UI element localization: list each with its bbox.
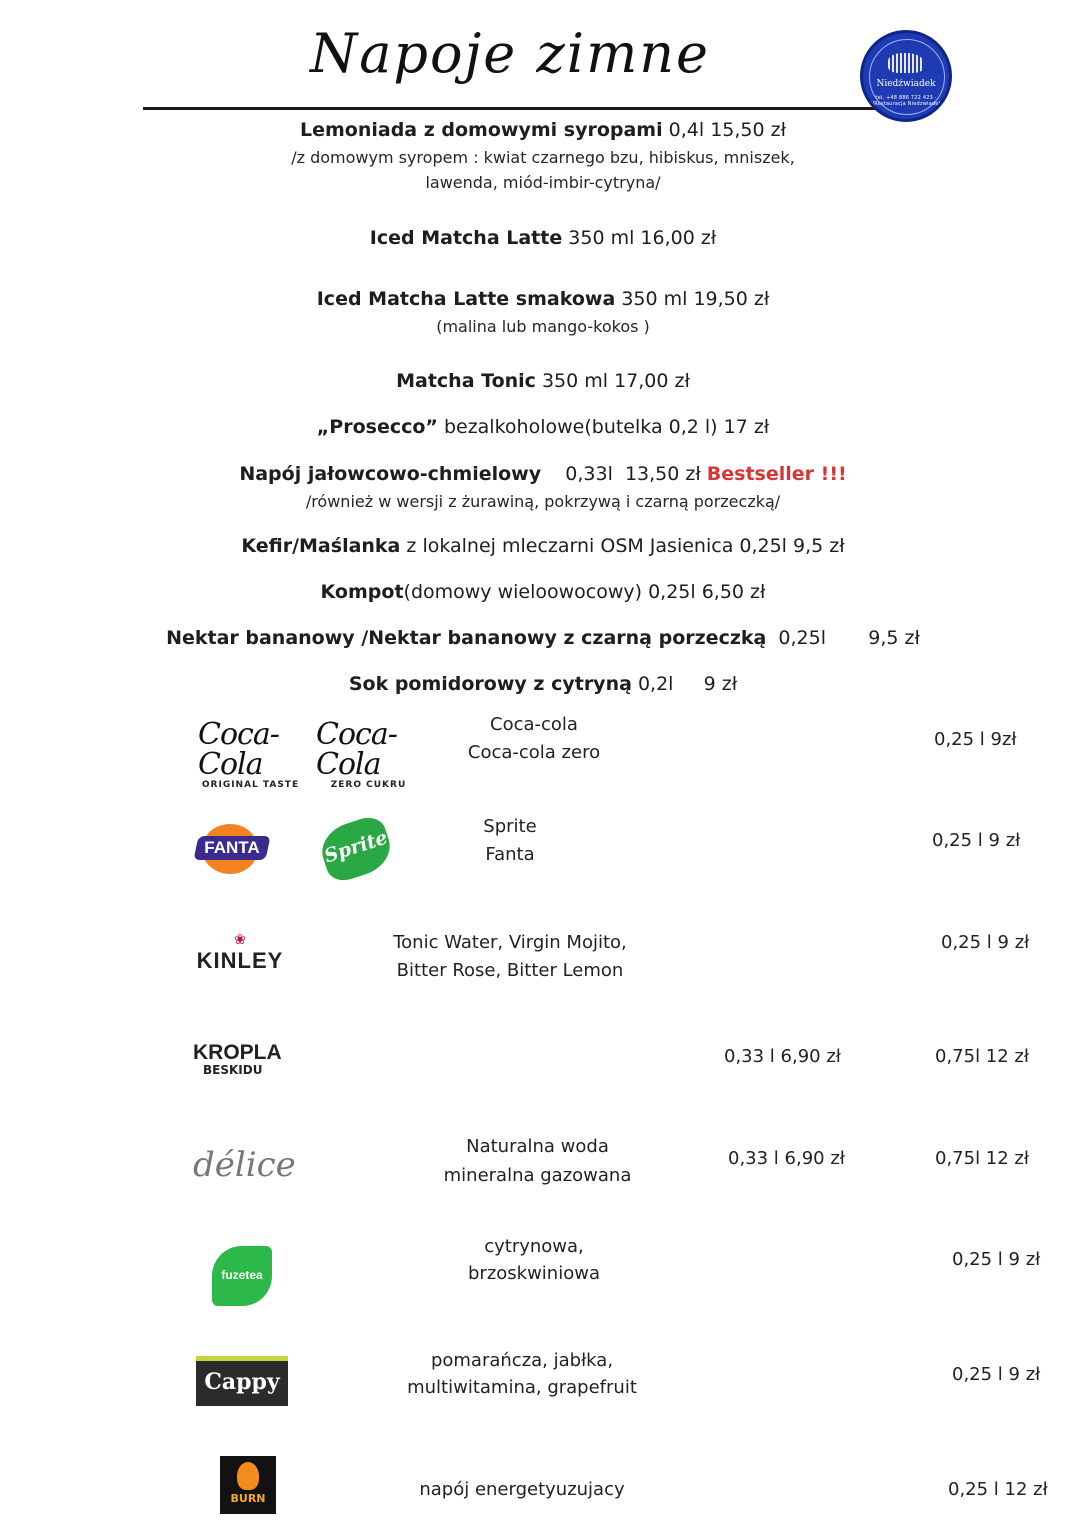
menu-item-iced-matcha [0,225,1086,251]
coca-cola-zero-logo [316,717,421,790]
item-name: Matcha Tonic [396,370,536,392]
product-name: multiwitamina, grapefruit [407,1377,637,1398]
menu-item-prosecco [0,414,1086,440]
item-name: Iced Matcha Latte smakowa [316,288,616,310]
item-name: Sok pomidorowy z cytryną [348,673,632,695]
item-note: lawenda, miód-imbir-cytryna/ [425,173,661,192]
coca-cola-subtitle: ORIGINAL TASTE [201,780,300,790]
menu-item-juniper-drink [0,461,1086,487]
menu-item-kefir [0,533,1086,559]
product-name: Fanta [485,844,535,865]
delice-logo: délice [193,1145,296,1185]
item-name: Iced Matcha Latte [369,227,563,249]
coca-cola-logo [198,717,303,790]
stamp-name: Niedźwiadek [876,79,936,89]
item-detail: 0,33l 13,50 zł [541,463,707,485]
item-note: /z domowym syropem : kwiat czarnego bzu, hibiskus, mniszek, [291,148,795,167]
burn-logo [220,1456,276,1514]
product-name: Coca-cola zero [467,742,601,763]
product-name: Bitter Rose, Bitter Lemon [396,960,624,981]
item-name: Kefir/Maślanka [241,535,401,557]
sprite-wordmark: Sprite [321,826,391,868]
product-name: Naturalna woda [466,1136,609,1157]
item-detail: 350 ml 17,00 zł [535,370,690,392]
item-note: /również w wersji z żurawiną, pokrzywą i czarną porzeczką/ [305,492,781,511]
product-price: 0,25 l 12 zł [948,1479,1048,1500]
product-name: mineralna gazowana [443,1165,632,1186]
product-name: Sprite [483,816,537,837]
menu-item-banana-nectar [0,625,1086,651]
kinley-wordmark: KINLEY [196,948,284,973]
product-name: napój energetyuzujacy [419,1479,625,1500]
item-name: Lemoniada z domowymi syropami [299,119,663,141]
product-price: 0,75l 12 zł [935,1046,1029,1067]
restaurant-stamp-logo [860,30,952,122]
kropla-beskidu-logo [193,1043,289,1077]
stamp-text: tel. +48 886 722 423 · f/Restauracja Niedzwiadek [870,95,942,107]
item-detail: 0,2l 9 zł [631,673,738,695]
title-divider [143,107,903,110]
item-name: Napój jałowcowo-chmielowy [239,463,542,485]
fanta-wordmark: FANTA [204,838,260,857]
product-name: Coca-cola [490,714,578,735]
fanta-logo [196,822,268,874]
product-price: 0,25 l 9 zł [932,830,1021,851]
menu-item-tomato-juice [0,671,1086,697]
fuzetea-logo [212,1246,272,1306]
coca-cola-zero-wordmark: Coca-Cola [316,717,397,782]
menu-item-iced-matcha-flavour [0,286,1086,312]
fuzetea-wordmark: fuzetea [221,1268,263,1282]
product-price: 0,75l 12 zł [935,1148,1029,1169]
cappy-wordmark: Cappy [204,1369,280,1395]
item-detail: 0,25l 9,5 zł [766,627,920,649]
item-note: (malina lub mango-kokos ) [436,317,650,336]
product-price: 0,25 l 9 zł [952,1249,1041,1270]
menu-item-lemonade [0,117,1086,143]
bestseller-badge: Bestseller !!! [706,463,847,485]
bear-icon [888,53,924,73]
item-detail: bezalkoholowe(butelka 0,2 l) 17 zł [437,416,770,438]
page-title: Napoje zimne [309,22,711,85]
item-detail: (domowy wieloowocowy) 0,25l 6,50 zł [403,581,766,603]
product-price: 0,25 l 9 zł [941,932,1030,953]
kinley-logo [190,932,290,974]
product-price-small: 0,33 l 6,90 zł [724,1046,841,1067]
product-name: cytrynowa, [484,1236,584,1257]
rose-icon: ❀ [234,932,246,948]
burn-wordmark: BURN [230,1492,266,1505]
sprite-logo [318,818,394,880]
item-detail: z lokalnej mleczarni OSM Jasienica 0,25l 9,5 zł [400,535,845,557]
product-price-small: 0,33 l 6,90 zł [728,1148,845,1169]
item-name: „Prosecco” [316,416,438,438]
cappy-logo [196,1356,288,1406]
item-detail: 0,4l 15,50 zł [662,119,787,141]
item-detail: 350 ml 19,50 zł [615,288,770,310]
product-price: 0,25 l 9 zł [952,1364,1041,1385]
menu-item-kompot [0,579,1086,605]
product-name: brzoskwiniowa [468,1263,600,1284]
item-name: Kompot [320,581,404,603]
beskidu-wordmark: BESKIDU [203,1063,263,1077]
coca-cola-wordmark: Coca-Cola [198,717,279,782]
coca-cola-zero-subtitle: ZERO CUKRU [330,780,407,790]
kropla-wordmark: KROPLA [193,1041,282,1064]
product-name: pomarańcza, jabłka, [430,1350,614,1371]
product-name: Tonic Water, Virgin Mojito, [393,932,627,953]
item-detail: 350 ml 16,00 zł [562,227,717,249]
menu-item-matcha-tonic [0,368,1086,394]
product-price: 0,25 l 9zł [934,729,1017,750]
item-name: Nektar bananowy /Nektar bananowy z czarną porzeczką [166,627,767,649]
flame-icon [237,1462,259,1490]
